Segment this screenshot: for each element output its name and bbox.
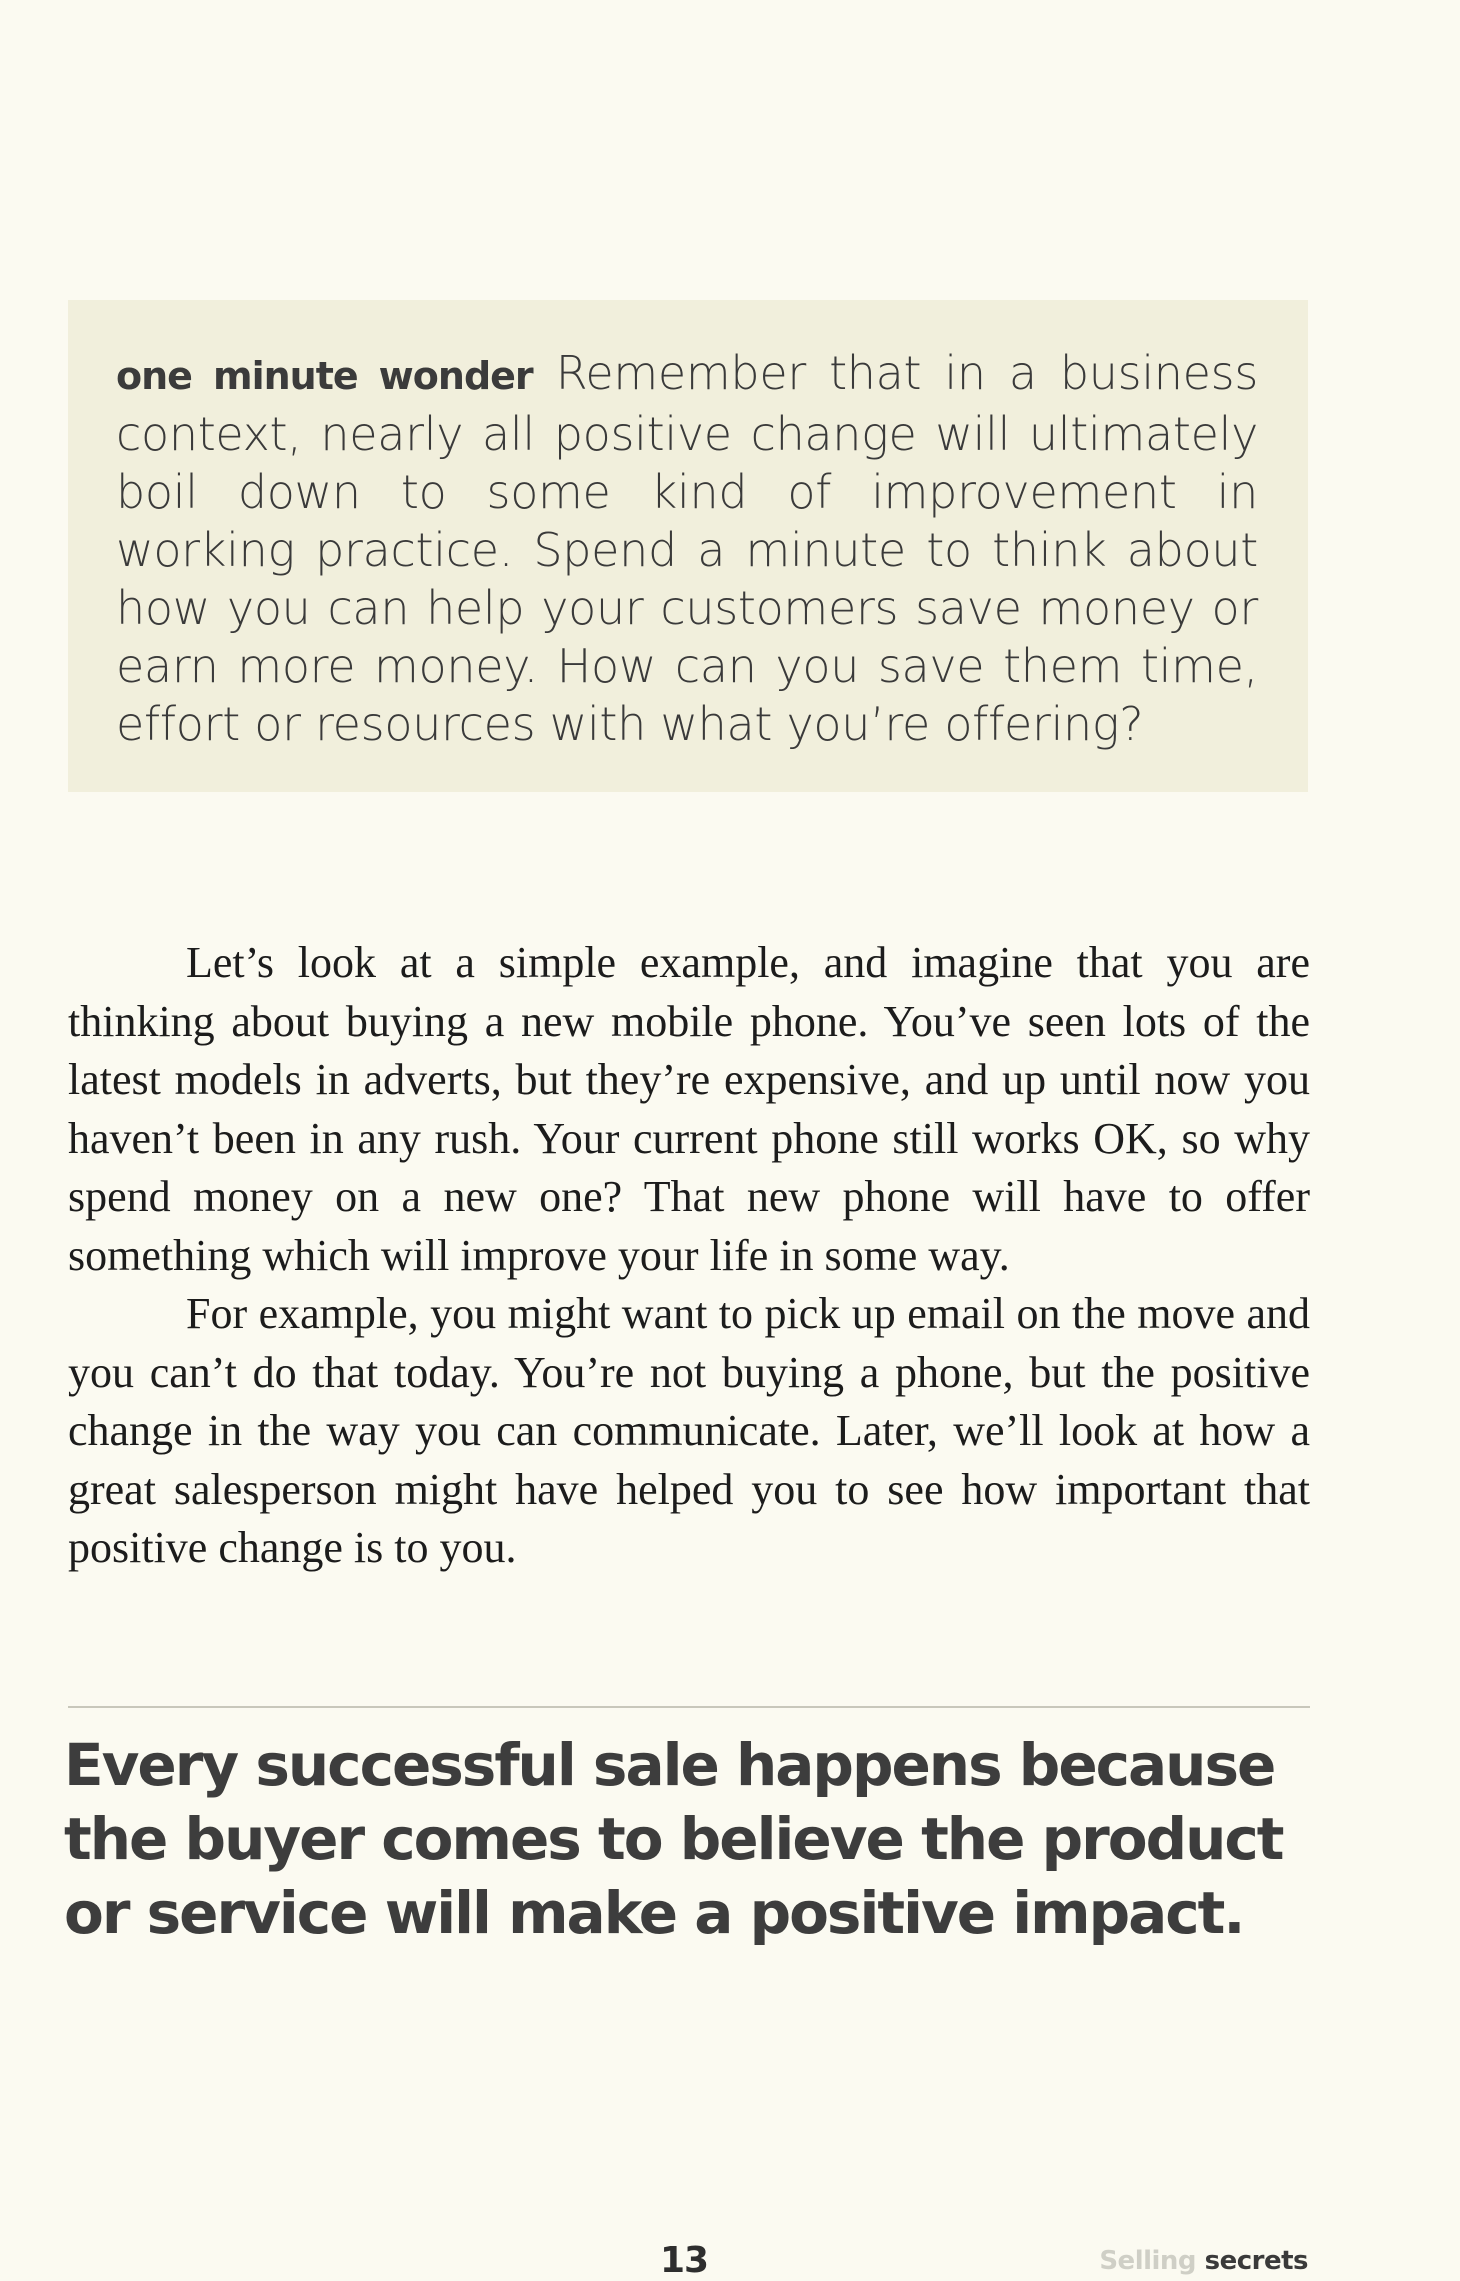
tip-paragraph (116, 344, 1258, 753)
body-paragraph: Let’s look at a simple example, and imagine that you are thinking about buying a new mobile phone. You’ve seen lots of the latest models in adverts, but they’re expensive, and up until now you haven’t been in any rush. Your current phone still works OK, so why spend money on a new one? That new phone will have to offer something which will improve your life in some way. (68, 938, 1310, 1280)
one-minute-wonder-box (68, 300, 1308, 792)
tip-text: Remember that in a business context, nearly all positive change will ultimately boil down to some kind of improvement in working practice. Spend a minute to think about how you can help your customers save money or earn more money. How can you save them time, effort or resources with what you’re offering? (116, 346, 1258, 751)
body-text (68, 934, 1310, 1578)
brand-dark: secrets (1204, 2246, 1308, 2276)
tip-label: one minute wonder (116, 354, 533, 398)
brand-light: Selling (1099, 2246, 1205, 2276)
pull-quote: Every successful sale happens because the buyer comes to believe the product or service will make a positive impact. (64, 1731, 1283, 1947)
body-paragraph: For example, you might want to pick up email on the move and you can’t do that today. You’re not buying a phone, but the positive change in the way you can communicate. Later, we’ll look at how a great salesperson might have helped you to see how important that positive change is to you. (68, 1289, 1310, 1572)
page-number: 13 (660, 2240, 709, 2281)
divider (68, 1706, 1310, 1708)
